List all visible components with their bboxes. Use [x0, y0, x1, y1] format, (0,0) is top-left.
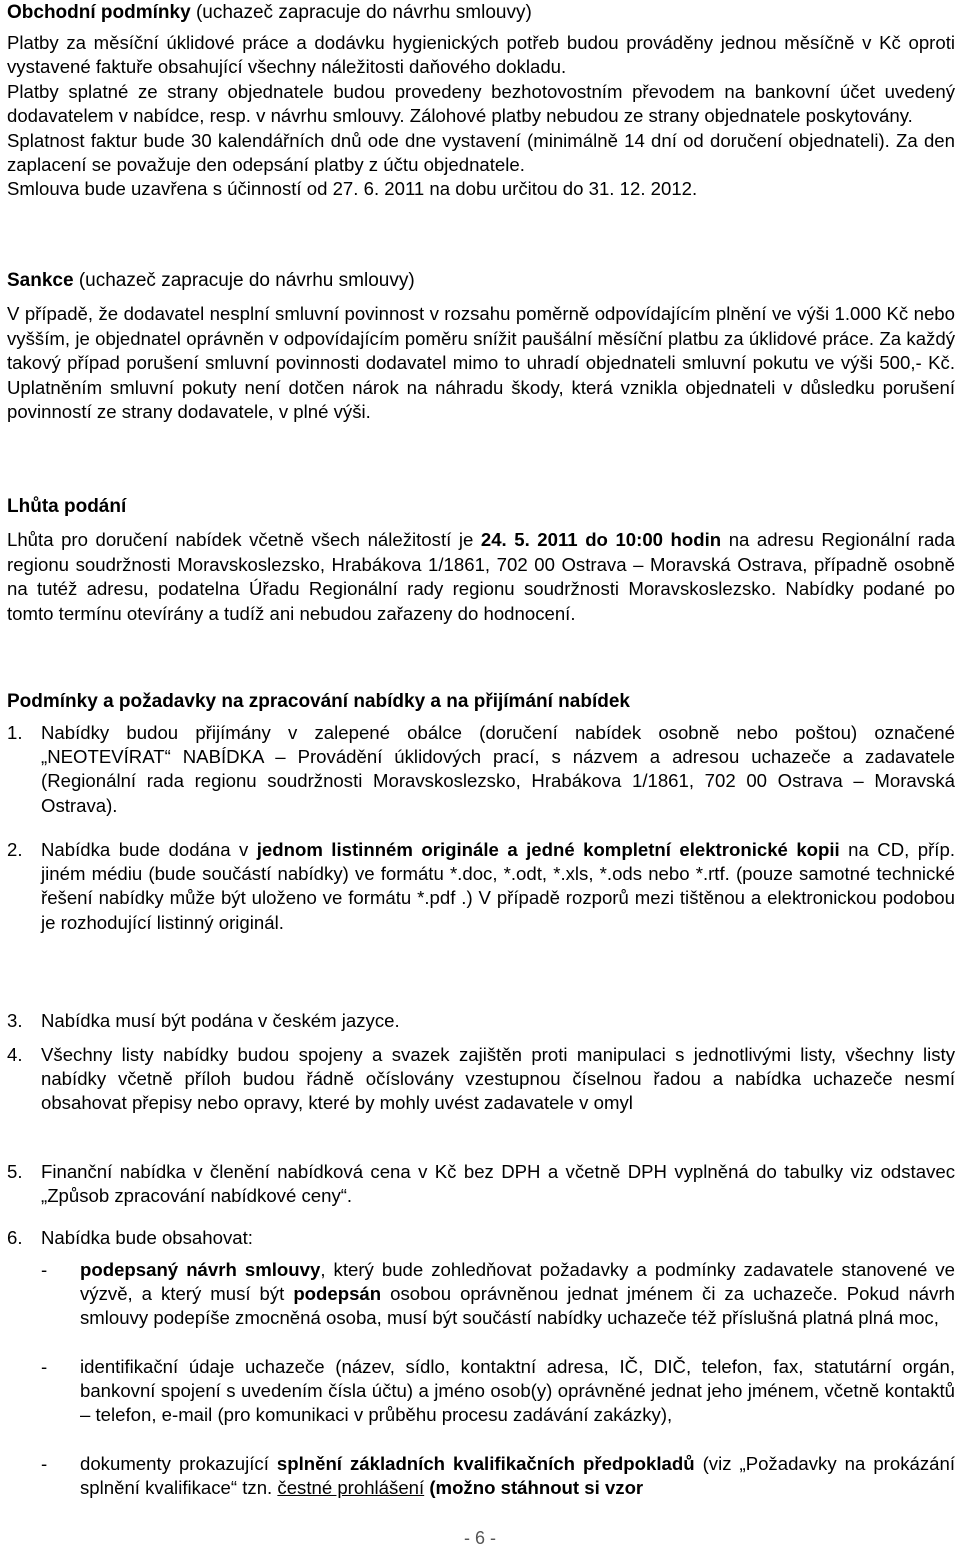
paragraph: V případě, že dodavatel nesplní smluvní povinnost v rozsahu poměrně odpovídajícím plnění ve výši 1.000 Kč nebo vyšším, je objednatel oprávněn v odpovídajícím poměru snížit paušální měsíční platbu za úklidové práce. Za každý takový případ porušení smluvní povinnosti dodavatel mimo to uhradí objednateli smluvní pokutu ve výši 500,- Kč. Uplatněním smluvní pokuty není dotčen nárok na náhradu škody, která vznikla objednateli v důsledku porušení povinností ze strany dodavatele, v plné výši. [7, 303, 955, 423]
heading-note: (uchazeč zapracuje do návrhu smlouvy) [73, 270, 415, 291]
text-run: osobou oprávněnou jednat jménem či za uchazeče. Pokud návrh smlouvy podepíše zmocněná osoba, musí být součástí nabídky uchazeče též příslušná platná plná moc, [80, 1283, 955, 1329]
list-item [7, 1009, 955, 1033]
section-heading [7, 268, 955, 294]
section-sankce [7, 268, 955, 425]
list-text: Všechny listy nabídky budou spojeny a svazek zajištěn proti manipulaci s jednotlivými listy, všechny listy nabídky včetně příloh budou řádně očíslovány vzestupnou číselnou řadou a nabídka uchazeče nesmí obsahovat přepisy nebo opravy, které by mohly uvést zadavatele v omyl [41, 1044, 955, 1114]
list-number: 2. [7, 839, 23, 860]
text-run: na adresu Regionální rada regionu soudržnosti Moravskoslezsko, Hrabákova 1/1861, 702 00 Ostrava – Moravská Ostrava, případně osobně na tutéž adresu, podatelna Úřadu Regionální rady regionu soudržnosti Moravskoslezsko. Nabídky podané po tomto termínu otevírány a tudíž ani nebudou zařazeny do hodnocení. [7, 529, 955, 624]
list-item [7, 1226, 955, 1250]
list-number: 6. [7, 1227, 23, 1248]
list-number: 5. [7, 1161, 23, 1182]
list-text: Nabídky budou přijímány v zalepené obálce (doručení nabídek osobně nebo poštou) označené „NEOTEVÍRAT“ NABÍDKA – Provádění úklidových prací, s názvem a adresou uchazeče a zadavatele (Regionální rada regionu soudržnosti Moravskoslezsko, Hrabákova 1/1861, 702 00 Ostrava – Moravská Ostrava). [41, 722, 955, 816]
text-bold: podepsaný návrh smlouvy [80, 1259, 321, 1280]
list-item [7, 721, 955, 818]
heading-bold: Lhůta podání [7, 496, 127, 517]
heading-bold: Podmínky a požadavky na zpracování nabídky a na přijímání nabídek [7, 691, 630, 712]
list-number: 1. [7, 722, 23, 743]
section-obchodni-podminky [7, 0, 955, 202]
paragraph: Smlouva bude uzavřena s účinností od 27. 6. 2011 na dobu určitou do 31. 12. 2012. [7, 178, 698, 200]
list-number: 4. [7, 1044, 23, 1065]
bullet-text: identifikační údaje uchazeče (název, sídlo, kontaktní adresa, IČ, DIČ, telefon, fax, statutární orgán, bankovní spojení s uvedením čísla účtu) a jméno osob(y) oprávněné jednat jeho jménem, včetně kontaktů – telefon, e-mail (pro komunikaci v průběhu procesu zadávání zakázky), [80, 1356, 955, 1426]
section-podminky [7, 689, 955, 715]
list-item [7, 1043, 955, 1116]
text-run: , který bude zohledňovat požadavky a podmínky zadavatele stanovené ve výzvě, a který musí být [80, 1259, 955, 1305]
text-bold: (možno stáhnout si vzor [429, 1477, 644, 1499]
bullet-item [41, 1258, 955, 1331]
paragraph: Platby splatné ze strany objednatele budou provedeny bezhotovostním převodem na bankovní účet uvedený dodavatelem v nabídce, resp. v návrhu smlouvy. Zálohové platby nebudou ze strany objednatele poskytovány. [7, 80, 955, 127]
heading-note: (uchazeč zapracuje do návrhu smlouvy) [190, 2, 532, 23]
paragraph: Splatnost faktur bude 30 kalendářních dnů ode dne vystavení (minimálně 14 dní od doručení objednateli). Za den zaplacení se považuje den odepsání platby z účtu objednatele. [7, 129, 955, 176]
list-item [7, 1160, 955, 1208]
text-run: na CD, příp. jiném médiu (bude součástí nabídky) ve formátu *.doc, *.odt, *.xls, *.ods nebo *.rtf. (pouze samotné technické řešení nabídky může být uloženo ve formátu *.pdf .) V případě rozporů mezi tištěnou a elektronickou podobou je rozhodující listinný originál. [41, 839, 955, 933]
bullet-item [41, 1355, 955, 1428]
section-heading [7, 0, 955, 26]
bullet-text [80, 1452, 955, 1500]
list-item [7, 838, 955, 935]
text-run: dokumenty prokazující [80, 1453, 277, 1474]
text-run: (viz „Požadavky na prokázání splnění kvalifikace“ tzn. [80, 1453, 955, 1499]
section-lhuta [7, 494, 955, 626]
text-bold: splnění základních kvalifikačních předpokladů [276, 1453, 695, 1474]
text-bold: podepsán [293, 1283, 382, 1305]
section-heading [7, 689, 955, 715]
bullet-dash: - [41, 1356, 48, 1377]
bullet-dash: - [41, 1259, 48, 1280]
deadline-bold: 24. 5. 2011 do 10:00 hodin [480, 529, 722, 550]
paragraph: Platby za měsíční úklidové práce a dodávku hygienických potřeb budou prováděny jednou měsíčně v Kč oproti vystavené faktuře obsahující všechny náležitosti daňového dokladu. [7, 32, 955, 78]
bullet-dash: - [41, 1453, 48, 1474]
page-number: - 6 - [463, 1528, 496, 1548]
heading-bold: Obchodní podmínky [7, 2, 191, 23]
bullet-text [80, 1258, 955, 1331]
section-heading [7, 494, 955, 520]
text-bold: jednom listinném originále a jedné kompletní elektronické kopii [256, 839, 840, 860]
list-text: Nabídka musí být podána v českém jazyce. [41, 1010, 400, 1031]
list-text [41, 838, 955, 935]
paragraph [7, 528, 955, 626]
text-underlined: čestné prohlášení [277, 1477, 425, 1499]
list-number: 3. [7, 1010, 23, 1031]
bullet-item [41, 1452, 955, 1500]
list-text: Nabídka bude obsahovat: [41, 1227, 253, 1248]
text-run: Lhůta pro doručení nabídek včetně všech náležitostí je [7, 529, 481, 550]
text-run: Nabídka bude dodána v [41, 839, 257, 860]
list-text: Finanční nabídka v členění nabídková cena v Kč bez DPH a včetně DPH vyplněná do tabulky viz odstavec „Způsob zpracování nabídkové ceny“. [41, 1161, 955, 1207]
heading-bold: Sankce [7, 270, 74, 291]
